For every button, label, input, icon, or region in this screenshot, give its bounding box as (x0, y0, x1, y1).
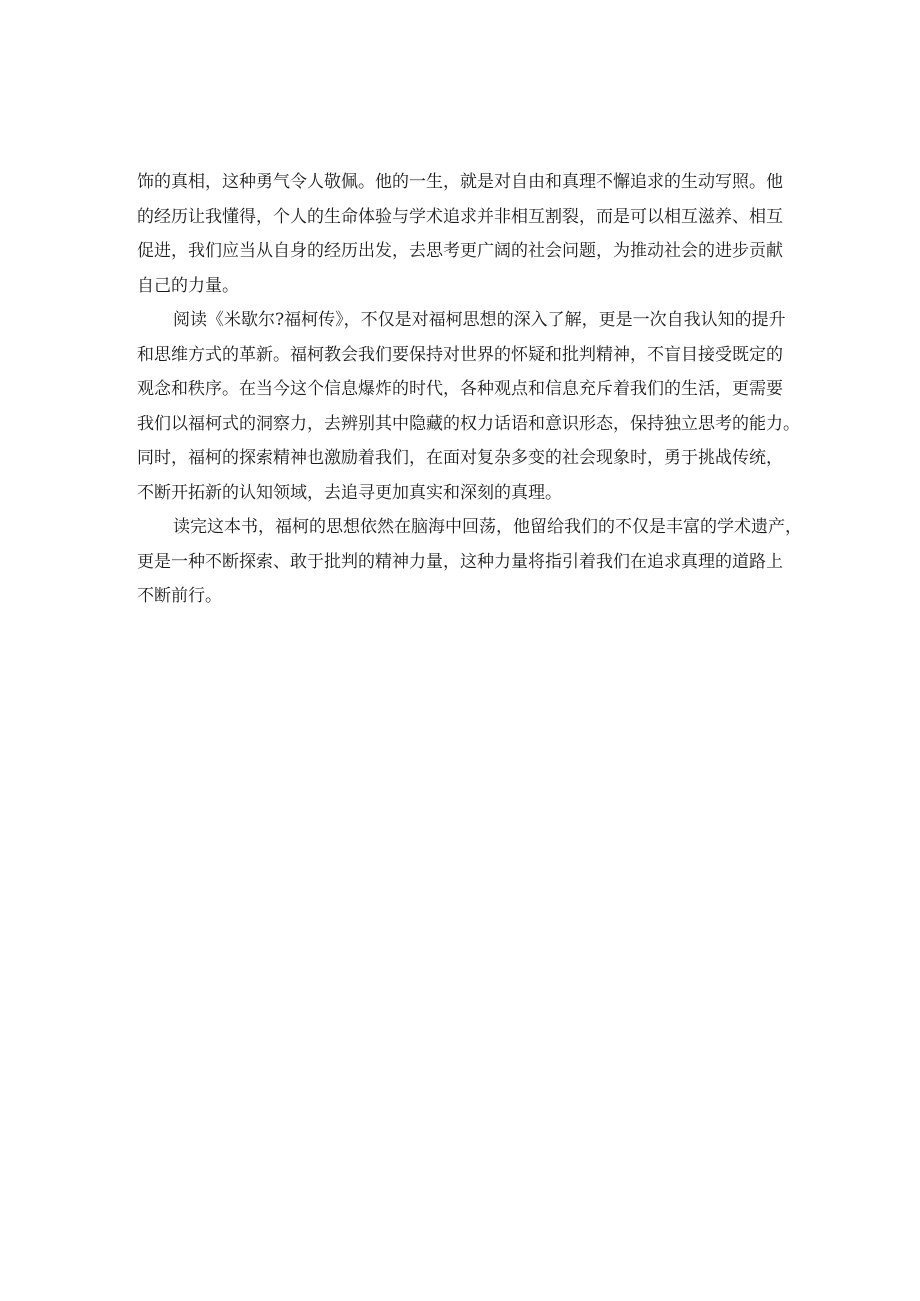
text-line: 自己的力量。 (137, 275, 239, 296)
paragraph-conclusion (137, 510, 802, 614)
document-body (137, 165, 802, 614)
text-line: 观念和秩序。在当今这个信息爆炸的时代，各种观点和信息充斥着我们的生活，更需要 (137, 379, 783, 399)
text-line: 同时，福柯的探索精神也激励着我们，在面对复杂多变的社会现象时，勇于挑战传统， (137, 448, 783, 468)
text-line: 饰的真相，这种勇气令人敬佩。他的一生，就是对自由和真理不懈追求的生动写照。他 (137, 172, 783, 192)
text-line: 和思维方式的革新。福柯教会我们要保持对世界的怀疑和批判精神，不盲目接受既定的 (137, 344, 783, 365)
text-line: 的经历让我懂得，个人的生命体验与学术追求并非相互割裂，而是可以相互滋养、相互 (137, 206, 783, 227)
text-line: 不断开拓新的认知领域，去追寻更加真实和深刻的真理。 (137, 482, 562, 503)
text-line: 不断前行。 (137, 586, 222, 606)
text-line: 阅读《米歇尔?福柯传》，不仅是对福柯思想的深入了解，更是一次自我认知的提升 (173, 310, 786, 330)
paragraph-reading-reflection (137, 303, 800, 510)
text-line: 更是一种不断探索、敢于批判的精神力量，这种力量将指引着我们在追求真理的道路上 (137, 551, 783, 572)
text-line: 促进，我们应当从自身的经历出发，去思考更广阔的社会问题，为推动社会的进步贡献 (137, 241, 783, 261)
paragraph-continuation (137, 165, 797, 303)
text-line: 读完这本书，福柯的思想依然在脑海中回荡，他留给我们的不仅是丰富的学术遗产， (173, 517, 802, 537)
text-line: 我们以福柯式的洞察力，去辨别其中隐藏的权力话语和意识形态，保持独立思考的能力。 (137, 413, 800, 434)
